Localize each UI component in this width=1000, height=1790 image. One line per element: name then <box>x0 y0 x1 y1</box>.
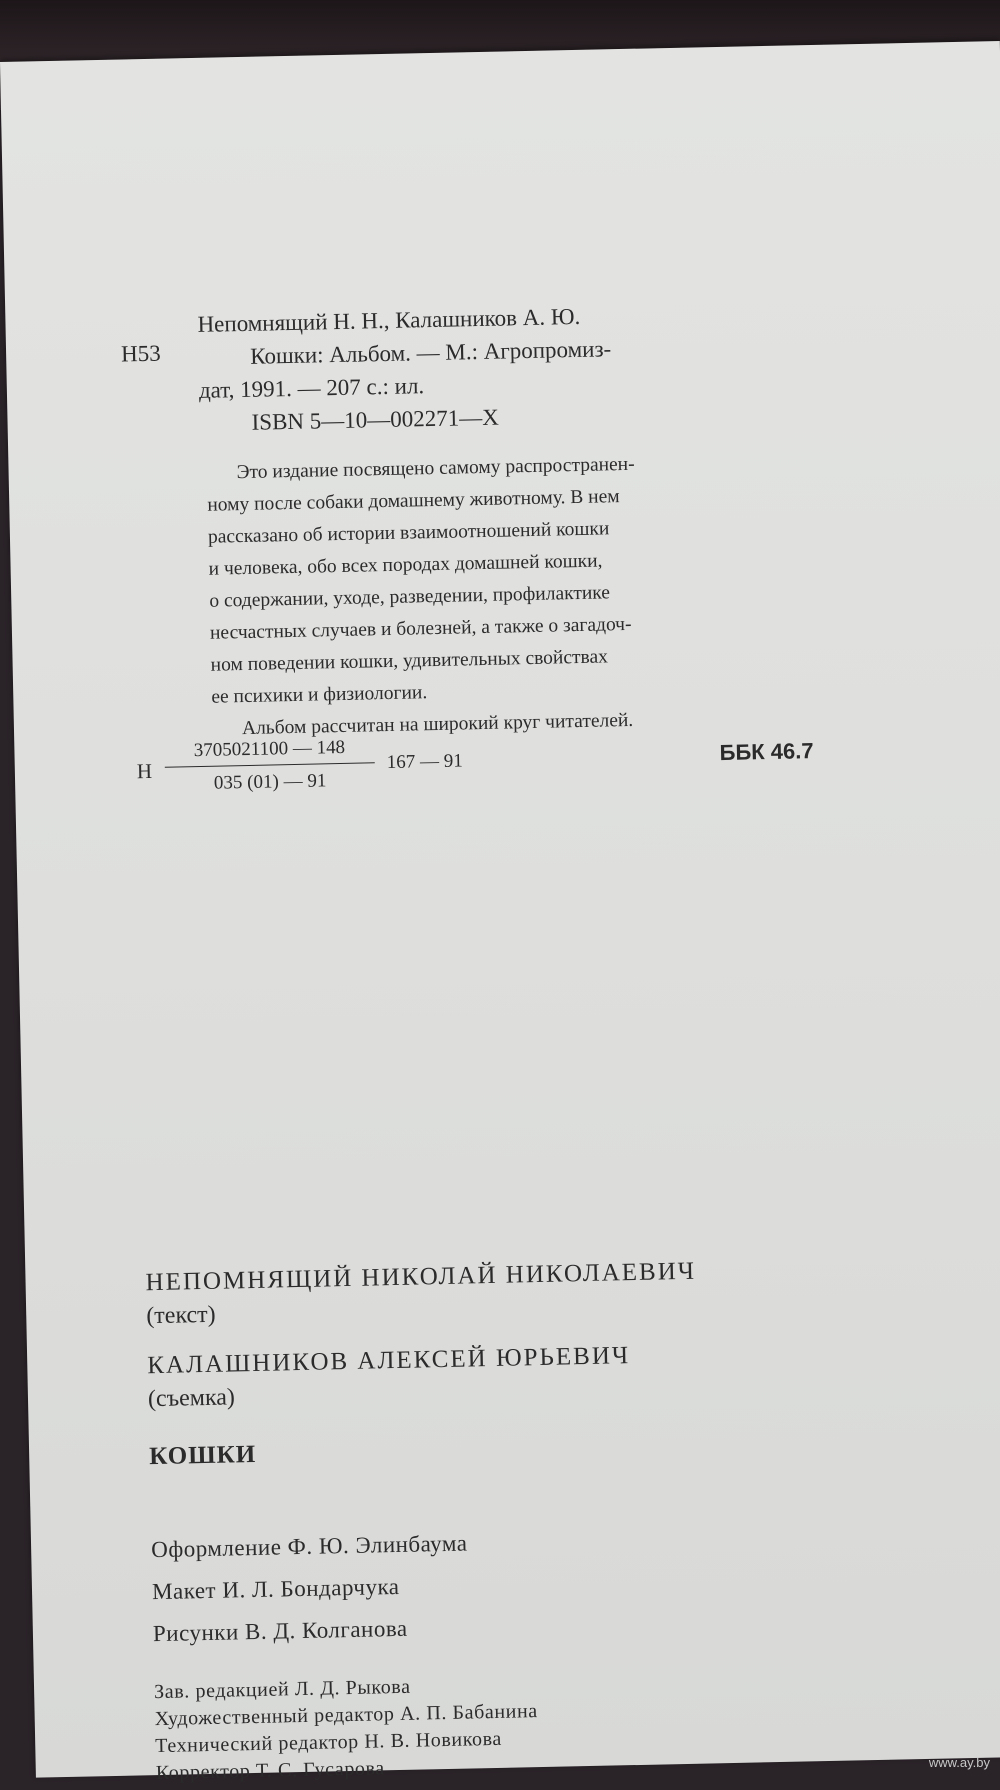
catalog-index: Н53 <box>120 340 162 367</box>
classification-letter: Н <box>136 758 153 784</box>
editorial-staff <box>154 1671 539 1787</box>
staff-drawings: Рисунки В. Д. Колганова <box>152 1615 408 1647</box>
editor-art: Художественный редактор А. П. Бабанина <box>154 1700 538 1731</box>
biblio-authors: Непомнящий Н. Н., Калашников А. Ю. <box>197 303 581 337</box>
classification-suffix: 167 — 91 <box>386 750 463 774</box>
design-staff <box>151 1531 470 1664</box>
author-photo-role: (съемка) <box>147 1384 236 1413</box>
classification-fraction <box>164 736 375 795</box>
biblio-title: Кошки: Альбом. — М.: Агропромиз- <box>249 336 612 369</box>
annotation <box>206 445 832 746</box>
book-page <box>0 41 1000 1785</box>
editor-head: Зав. редакцией Л. Д. Рыкова <box>153 1675 411 1704</box>
annotation-line: и человека, обо всех породах домашней кошки, <box>208 550 603 580</box>
classification-numerator: 3705021100 — 148 <box>164 736 375 767</box>
bbk-code: ББК 46.7 <box>719 738 814 766</box>
biblio-isbn: ISBN 5—10—002271—X <box>251 404 500 435</box>
author-photo-name: КАЛАШНИКОВ АЛЕКСЕЙ ЮРЬЕВИЧ <box>147 1342 631 1380</box>
watermark: www.ay.by <box>928 1755 990 1770</box>
credits-block <box>145 1254 869 1471</box>
annotation-line: несчастных случаев и болезней, а также о загадоч- <box>209 613 632 644</box>
editor-tech: Технический редактор Н. В. Новикова <box>155 1727 503 1758</box>
author-text-name: НЕПОМНЯЩИЙ НИКОЛАЙ НИКОЛАЕВИЧ <box>145 1257 697 1297</box>
annotation-line: ному после собаки домашнему животному. В нем <box>207 486 620 516</box>
annotation-line: ее психики и физиологии. <box>211 682 428 708</box>
staff-layout: Макет И. Л. Бондарчука <box>151 1573 400 1605</box>
bibliographic-record <box>197 295 840 440</box>
annotation-line: рассказано об истории взаимоотношений кошки <box>207 518 610 548</box>
editor-proof: Корректор Т. С. Гусарова <box>155 1757 386 1785</box>
staff-design: Оформление Ф. Ю. Элинбаума <box>150 1530 468 1563</box>
annotation-line: ном поведении кошки, удивительных свойствах <box>210 646 609 676</box>
classification-denominator: 035 (01) — 91 <box>213 770 327 794</box>
book-title: КОШКИ <box>148 1440 257 1471</box>
annotation-audience: Альбом рассчитан на широкий круг читателей. <box>241 709 634 740</box>
annotation-line: о содержании, уходе, разведении, профилактике <box>209 582 611 612</box>
author-text-role: (текст) <box>146 1301 216 1330</box>
biblio-imprint: дат, 1991. — 207 с.: ил. <box>198 373 425 403</box>
annotation-line: Это издание посвящено самому распространен- <box>236 453 635 484</box>
